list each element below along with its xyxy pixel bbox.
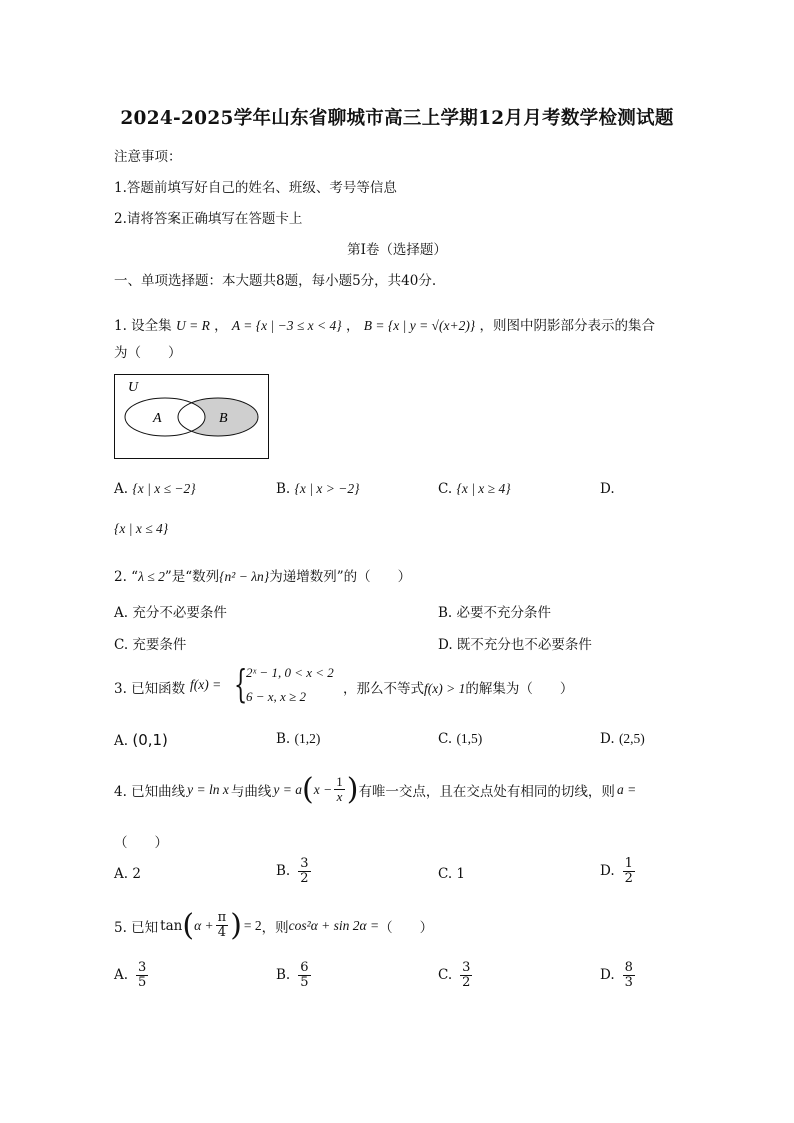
q1-prefix: 1. 设全集 [114, 318, 172, 334]
q1-universe-expr: U = R [175, 318, 210, 333]
q1-set-a-expr: A = {x | −3 ≤ x < 4} [231, 318, 342, 333]
q2-condition: λ ≤ 2 [138, 569, 165, 584]
notes-item-2: 2.请将答案正确填写在答题卡上 [114, 211, 303, 227]
q3-case-2: 6 − x, x ≥ 2 [246, 689, 306, 704]
q1-option-a[interactable]: A. {x | x ≤ −2} [114, 481, 196, 497]
q2-option-c[interactable]: C. 充要条件 [114, 637, 187, 653]
q5-option-a[interactable]: A. $\frac{3}{5}$ [114, 960, 147, 990]
q5-expression: cos²α + sin 2α = [288, 917, 380, 933]
section-heading: 一、单项选择题：本大题共8题，每小题5分，共40分. [114, 273, 437, 289]
q4-curve-2: y = a [273, 781, 303, 797]
q3-option-a[interactable]: A. (0,1) [114, 731, 168, 749]
q4-option-d[interactable]: D. $\frac{1}{2}$ [600, 856, 633, 886]
venn-label-b: B [219, 411, 228, 426]
venn-label-u: U [128, 380, 139, 395]
page-title: 2024-2025学年山东省聊城市高三上学期12月月考数学检测试题 [120, 108, 674, 129]
q3-cases-brace: { [234, 662, 248, 706]
q1-suffix-line2: 为（ ） [114, 345, 182, 361]
q4-curve-1: y = ln x [187, 781, 229, 797]
notes-item-1: 1.答题前填写好自己的姓名、班级、考号等信息 [114, 180, 397, 196]
q5-option-d[interactable]: D. $\frac{8}{3}$ [600, 960, 633, 990]
question-5-stem: 5. 已知 tan ( α + $\frac{\pi}{4}$ ) = 2 ，则 cos²α + sin 2α = （ ） [114, 908, 434, 943]
q4-answer-paren: （ ） [114, 835, 168, 851]
part-label: 第I卷（选择题） [347, 242, 447, 258]
question-2-stem: 2. “λ ≤ 2”是“数列{n² − λn}为递增数列”的（ ） [114, 569, 412, 585]
q1-option-b[interactable]: B. {x | x > −2} [276, 481, 360, 497]
q5-pi-fraction: $\frac{\pi}{4}$ [217, 910, 227, 940]
q4-fraction: $\frac{1}{x}$ [336, 774, 343, 804]
q1-set-b-expr: B = {x | y = √(x+2)} [363, 318, 476, 333]
q1-option-c[interactable]: C. {x | x ≥ 4} [438, 481, 511, 497]
venn-label-a: A [153, 411, 162, 426]
q2-option-d[interactable]: D. 既不充分也不必要条件 [438, 637, 592, 653]
q4-option-c[interactable]: C. 1 [438, 866, 466, 882]
q3-function-name: f(x) = [190, 677, 222, 692]
q3-option-c[interactable]: C. (1,5) [438, 731, 483, 747]
q3-option-b[interactable]: B. (1,2) [276, 731, 321, 747]
q3-stem-rest: ，那么不等式f(x) > 1的解集为（ ） [343, 681, 574, 697]
q4-option-b[interactable]: B. $\frac{3}{2}$ [276, 856, 309, 886]
q5-option-b[interactable]: B. $\frac{6}{5}$ [276, 960, 309, 990]
q1-suffix: ，则图中阴影部分表示的集合 [479, 318, 656, 334]
q2-option-b[interactable]: B. 必要不充分条件 [438, 605, 552, 621]
q2-option-a[interactable]: A. 充分不必要条件 [114, 605, 227, 621]
question-4-stem: 4. 已知曲线 y = ln x 与曲线 y = a ( x − $\frac{1}{x}$ ) 有唯一交点，且在交点处有相同的切线，则 a = [114, 772, 637, 807]
venn-diagram [114, 374, 270, 460]
notes-heading: 注意事项： [114, 149, 182, 165]
q1-option-d-label[interactable]: D. [600, 481, 615, 497]
q3-inequality: f(x) > 1 [424, 681, 466, 696]
q1-option-d-value[interactable]: {x | x ≤ 4} [114, 521, 169, 536]
q4-option-a[interactable]: A. 2 [114, 866, 141, 882]
q3-case-1: 2ˣ − 1, 0 < x < 2 [246, 665, 334, 680]
question-1-stem: 1. 设全集 U = R ， A = {x | −3 ≤ x < 4} ， B = {x | y = √(x+2)} ，则图中阴影部分表示的集合 [114, 318, 656, 334]
q2-sequence: {n² − λn} [219, 569, 270, 584]
q3-prefix: 3. 已知函数 [114, 681, 186, 697]
q3-option-d[interactable]: D. (2,5) [600, 731, 645, 747]
q5-option-c[interactable]: C. $\frac{3}{2}$ [438, 960, 471, 990]
